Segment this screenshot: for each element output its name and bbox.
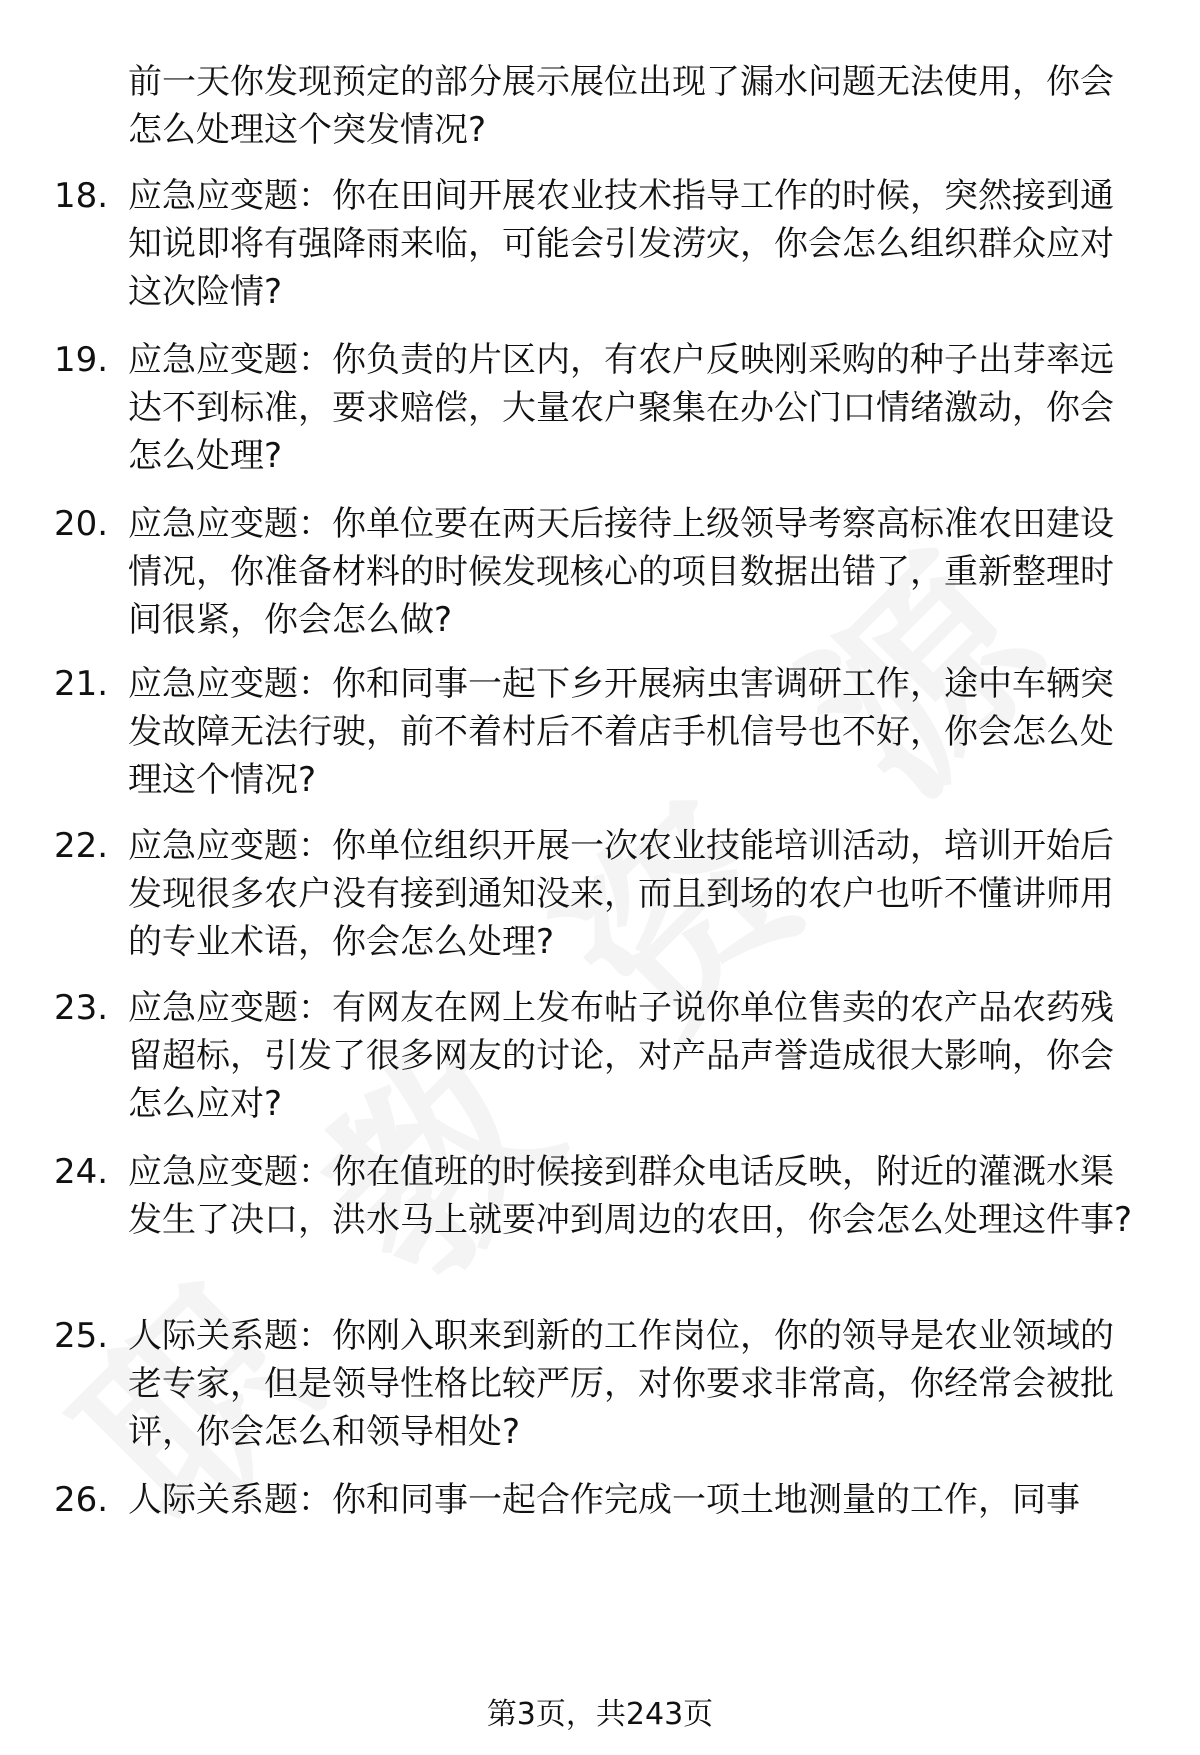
continued-question-text: 前一天你发现预定的部分展示展位出现了漏水问题无法使用，你会怎么处理这个突发情况? (128, 62, 1114, 150)
question-number: 24. (54, 1152, 109, 1192)
question-text: 人际关系题：你刚入职来到新的工作岗位，你的领导是农业领域的老专家，但是领导性格比较严厉，对你要求非常高，你经常会被批评，你会怎么和领导相处? (128, 1316, 1114, 1452)
question-number: 19. (54, 340, 109, 380)
question-text: 应急应变题：你负责的片区内，有农户反映刚采购的种子出芽率远达不到标准，要求赔偿，大量农户聚集在办公门口情绪激动，你会怎么处理? (128, 340, 1114, 476)
question-number: 23. (54, 988, 109, 1028)
question-text: 应急应变题：你和同事一起下乡开展病虫害调研工作，途中车辆突发故障无法行驶，前不着村后不着店手机信号也不好，你会怎么处理这个情况? (128, 664, 1114, 800)
question-number: 20. (54, 504, 109, 544)
page-footer: 第3页，共243页 (486, 1697, 714, 1732)
question-number: 22. (54, 826, 109, 866)
question-number: 26. (54, 1480, 109, 1520)
question-text: 应急应变题：你单位要在两天后接待上级领导考察高标准农田建设情况，你准备材料的时候发现核心的项目数据出错了，重新整理时间很紧，你会怎么做? (128, 504, 1114, 640)
question-number: 21. (54, 664, 109, 704)
question-text: 应急应变题：你在田间开展农业技术指导工作的时候，突然接到通知说即将有强降雨来临，可能会引发涝灾，你会怎么组织群众应对这次险情? (128, 176, 1114, 312)
question-text: 应急应变题：你单位组织开展一次农业技能培训活动，培训开始后发现很多农户没有接到通知没来，而且到场的农户也听不懂讲师用的专业术语，你会怎么处理? (128, 826, 1114, 962)
question-text: 人际关系题：你和同事一起合作完成一项土地测量的工作，同事 (128, 1480, 1080, 1520)
question-text: 应急应变题：有网友在网上发布帖子说你单位售卖的农产品农药残留超标，引发了很多网友的讨论，对产品声誉造成很大影响，你会怎么应对? (128, 988, 1114, 1124)
question-number: 25. (54, 1316, 109, 1356)
question-number: 18. (54, 176, 109, 216)
question-text: 应急应变题：你在值班的时候接到群众电话反映，附近的灌溉水渠发生了决口，洪水马上就要冲到周边的农田，你会怎么处理这件事? (128, 1152, 1133, 1240)
